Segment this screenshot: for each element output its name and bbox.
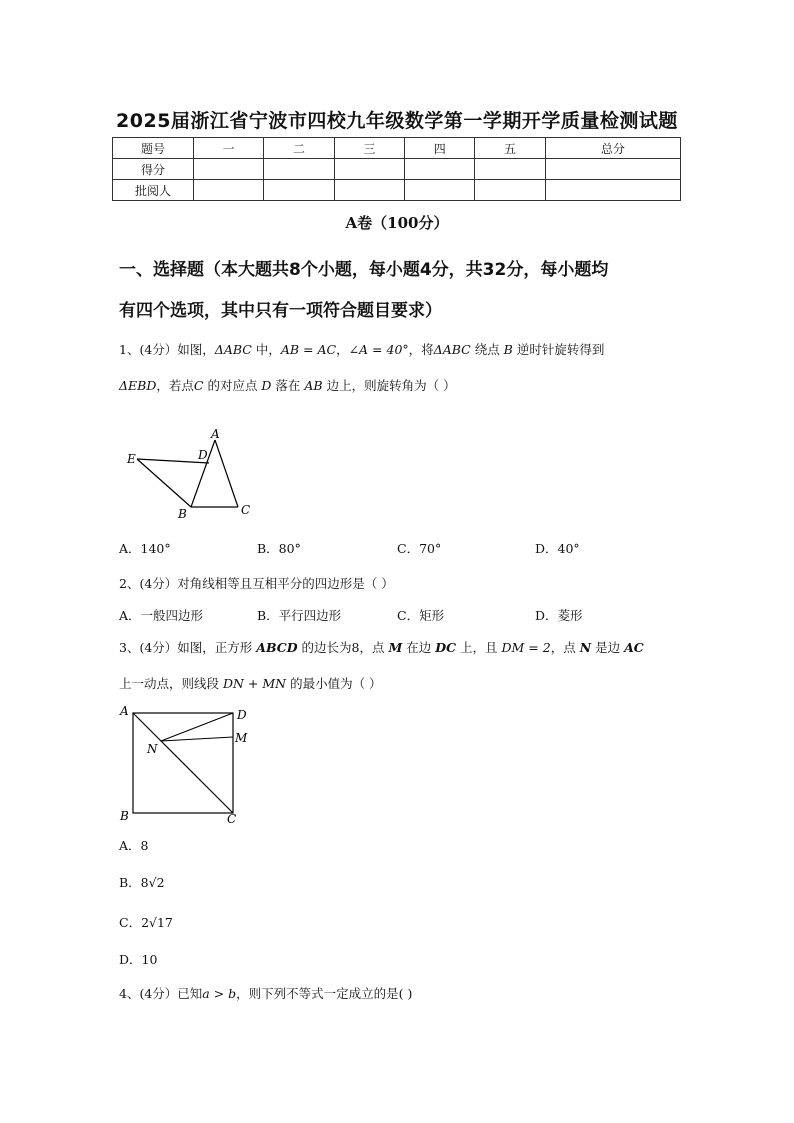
- exam-title: 2025届浙江省宁波市四校九年级数学第一学期开学质量检测试题: [116, 110, 678, 132]
- table-cell: 四: [405, 138, 475, 159]
- q2-text: 2、(4分）对角线相等且互相平分的四边形是（ ）: [119, 576, 394, 591]
- q3-text: 是边: [591, 640, 625, 655]
- q2-option-b[interactable]: B．平行四边形: [257, 608, 342, 623]
- q1-math: AB = AC: [280, 342, 337, 357]
- point-label-a: A: [211, 427, 220, 441]
- q1-text: 绕点: [470, 342, 504, 357]
- q3-square-figure: [116, 702, 256, 827]
- q1-line2: [119, 376, 456, 394]
- q3-math: ABCD: [256, 640, 298, 655]
- q1-option-b[interactable]: B．80°: [257, 541, 301, 556]
- segment-mn: [161, 737, 233, 741]
- q1-text: ，: [336, 342, 349, 357]
- q4-text: 4、(4分）已知: [119, 986, 203, 1001]
- q2-option-c[interactable]: C．矩形: [397, 608, 445, 623]
- q2-option-d[interactable]: D．菱形: [535, 608, 583, 623]
- q1-math: B: [503, 342, 513, 357]
- q3-option-a[interactable]: A．8: [119, 838, 149, 853]
- table-cell: 一: [194, 138, 264, 159]
- q3-option-b[interactable]: B．8√2: [119, 875, 165, 890]
- q1-triangle-figure: [120, 422, 270, 522]
- table-cell: 五: [475, 138, 545, 159]
- table-cell: [545, 159, 680, 180]
- q3-math: M: [388, 640, 403, 655]
- q1-text: 中，: [251, 342, 281, 357]
- point-label-e: E: [127, 452, 136, 466]
- q1-text: ，将: [408, 342, 434, 357]
- q3-text: 的最小值为（ ）: [286, 676, 382, 691]
- table-row: [113, 159, 681, 180]
- table-cell: [334, 180, 404, 201]
- q4-line1: [119, 984, 412, 1002]
- q3-text: 在边: [402, 640, 436, 655]
- point-label-c: C: [241, 503, 251, 517]
- q1-text: 边上，则旋转角为（ ）: [322, 378, 456, 393]
- q1-math: AB: [304, 378, 323, 393]
- q3-math: DM = 2: [501, 640, 551, 655]
- table-cell: [405, 159, 475, 180]
- q1-math: C: [193, 378, 204, 393]
- q4-math: a > b: [202, 986, 237, 1001]
- q3-option-d[interactable]: D．10: [119, 952, 158, 967]
- q3-text: 上，且: [456, 640, 502, 655]
- table-cell: 三: [334, 138, 404, 159]
- q1-line1: [119, 340, 604, 358]
- table-cell: [545, 180, 680, 201]
- point-label-m: M: [235, 731, 248, 745]
- point-label-n: N: [147, 742, 158, 756]
- q1-math: ΔEBD: [119, 378, 157, 393]
- table-cell: 题号: [113, 138, 194, 159]
- q3-line1: [119, 638, 644, 656]
- section-a-title: A卷（100分）: [345, 214, 449, 232]
- table-cell: [194, 159, 264, 180]
- q2-option-a[interactable]: A．一般四边形: [119, 608, 204, 623]
- q3-text: 上一动点，则线段: [119, 676, 223, 691]
- segment-ac: [215, 440, 238, 507]
- score-table: [112, 137, 681, 201]
- table-cell: 总分: [545, 138, 680, 159]
- point-label-d: D: [198, 448, 208, 462]
- segment-dn: [161, 713, 233, 741]
- q3-text: 3、(4分）如图，正方形: [119, 640, 257, 655]
- point-label-c: C: [227, 812, 237, 826]
- table-cell: 批阅人: [113, 180, 194, 201]
- table-cell: [194, 180, 264, 201]
- q3-math: N: [579, 640, 592, 655]
- point-label-b: B: [120, 809, 129, 823]
- point-label-d: D: [237, 708, 247, 722]
- segment-eb: [137, 459, 191, 507]
- table-row: [113, 180, 681, 201]
- table-cell: 得分: [113, 159, 194, 180]
- q1-option-a[interactable]: A．140°: [119, 541, 171, 556]
- q1-text: ，若点: [156, 378, 194, 393]
- table-cell: [334, 159, 404, 180]
- q3-option-c[interactable]: C．2√17: [119, 915, 173, 930]
- q1-text: 1、(4分）如图，: [119, 342, 215, 357]
- point-label-a: A: [120, 704, 129, 718]
- table-cell: [264, 159, 334, 180]
- table-cell: 二: [264, 138, 334, 159]
- q1-math: D: [261, 378, 272, 393]
- q1-math: ΔABC: [214, 342, 252, 357]
- q1-text: 落在: [271, 378, 305, 393]
- q4-text: ，则下列不等式一定成立的是( ): [236, 986, 413, 1001]
- diagonal-ac: [133, 713, 233, 813]
- table-cell: [475, 159, 545, 180]
- part1-heading-line2: 有四个选项，其中只有一项符合题目要求）: [119, 301, 442, 321]
- q3-math: AC: [624, 640, 644, 655]
- q1-option-c[interactable]: C．70°: [397, 541, 442, 556]
- q1-math: ∠A = 40°: [348, 342, 409, 357]
- q1-math: ΔABC: [433, 342, 471, 357]
- point-label-b: B: [178, 507, 187, 521]
- q1-text: 的对应点: [203, 378, 262, 393]
- q1-option-d[interactable]: D．40°: [535, 541, 580, 556]
- q3-text: 的边长为8，点: [297, 640, 389, 655]
- score-table-header-row: [113, 138, 681, 159]
- table-cell: [475, 180, 545, 201]
- q1-text: 逆时针旋转得到: [512, 342, 605, 357]
- table-cell: [264, 180, 334, 201]
- q3-text: ，点: [550, 640, 580, 655]
- part1-heading-line1: 一、选择题（本大题共8个小题，每小题4分，共32分，每小题均: [119, 260, 609, 280]
- q3-line2: [119, 674, 382, 692]
- q3-math: DC: [435, 640, 457, 655]
- table-cell: [405, 180, 475, 201]
- q3-math: DN + MN: [222, 676, 287, 691]
